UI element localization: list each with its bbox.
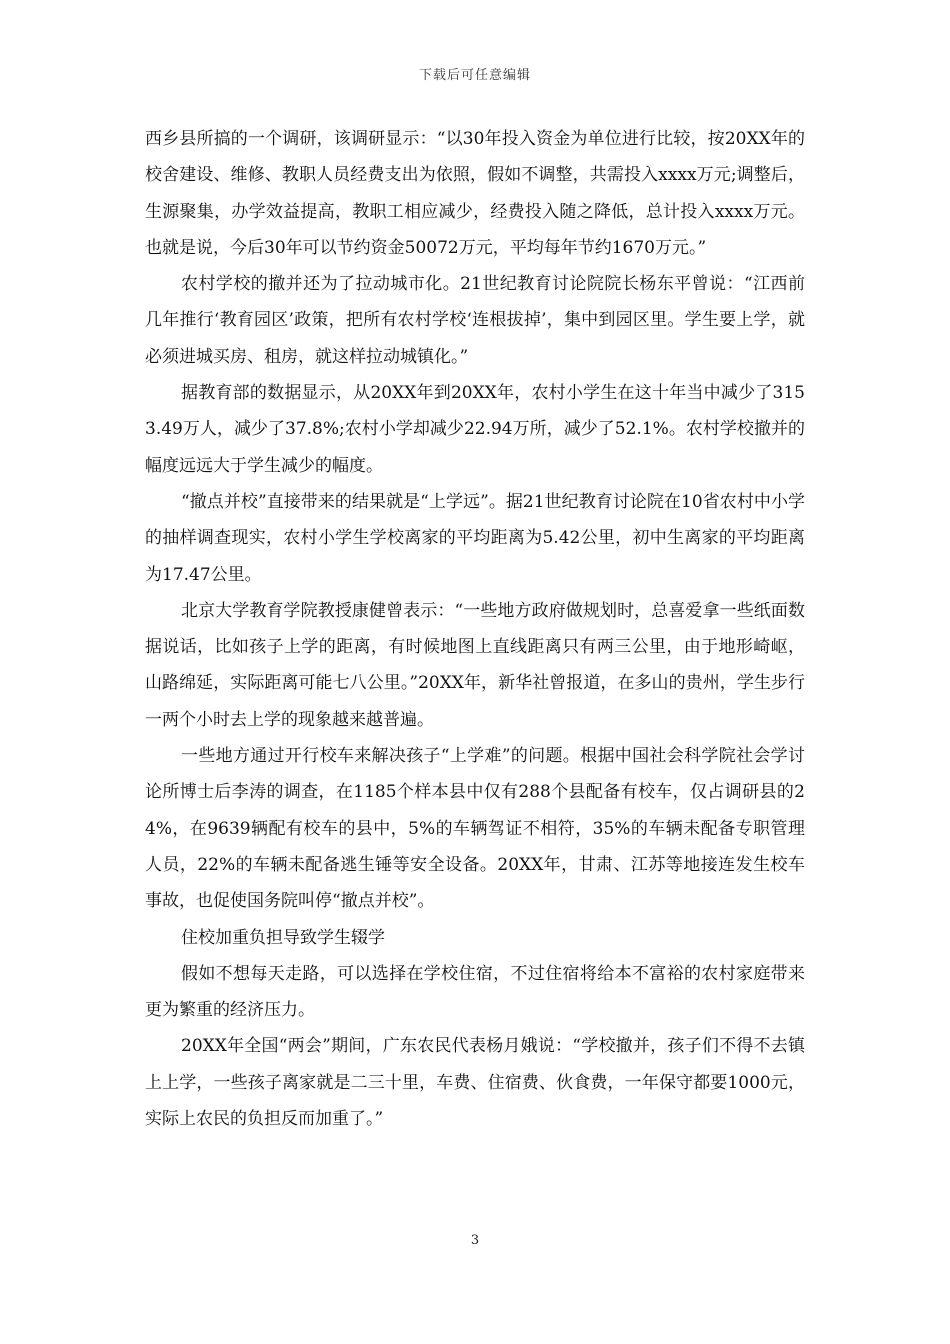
document-body xyxy=(145,121,805,1137)
paragraph: 一些地方通过开行校车来解决孩子“上学难”的问题。根据中国社会科学院社会学讨论所博士后李涛的调查，在1185个样本县中仅有288个县配备有校车，仅占调研县的24%，在9639辆配有校车的县中，5%的车辆驾证不相符，35%的车辆未配备专职管理人员，22%的车辆未配备逃生锤等安全设备。20XX年，甘肃、江苏等地接连发生校车事故，也促使国务院叫停“撤点并校”。 xyxy=(145,746,805,912)
paragraph: 据教育部的数据显示，从20XX年到20XX年，农村小学生在这十年当中减少了3153.49万人，减少了37.8%;农村小学却减少22.94万所，减少了52.1%。农村学校撤并的幅度远远大于学生减少的幅度。 xyxy=(145,383,805,476)
paragraph: “撤点并校”直接带来的结果就是“上学远”。据21世纪教育讨论院在10省农村中小学的抽样调查现实，农村小学生学校离家的平均距离为5.42公里，初中生离家的平均距离为17.47公里。 xyxy=(145,491,805,585)
paragraph: 假如不想每天走路，可以选择在学校住宿，不过住宿将给本不富裕的农村家庭带来更为繁重的经济压力。 xyxy=(145,963,805,1021)
section-heading: 住校加重负担导致学生辍学 xyxy=(181,927,385,948)
paragraph: 西乡县所搞的一个调研，该调研显示：“以30年投入资金为单位进行比较，按20XX年的校舍建设、维修、教职人员经费支出为依照，假如不调整，共需投入xxxx万元;调整后，生源聚集，办学效益提高，教职工相应减少，经费投入随之降低，总计投入xxxx万元。也就是说，今后30年可以节约资金50072万元，平均每年节约1670万元。” xyxy=(145,129,805,258)
paragraph: 20XX年全国“两会”期间，广东农民代表杨月娥说：“学校撤并，孩子们不得不去镇上上学，一些孩子离家就是二三十里，车费、住宿费、伙食费，一年保守都要1000元，实际上农民的负担反而加重了。” xyxy=(145,1036,805,1130)
paragraph: 农村学校的撤并还为了拉动城市化。21世纪教育讨论院院长杨东平曾说：“江西前几年推行‘教育园区’政策，把所有农村学校‘连根拔掉’，集中到园区里。学生要上学，就必须进城买房、租房，就这样拉动城镇化。” xyxy=(145,274,805,367)
page-number: 3 xyxy=(470,1233,480,1248)
paragraph: 北京大学教育学院教授康健曾表示：“一些地方政府做规划时，总喜爱拿一些纸面数据说话，比如孩子上学的距离，有时候地图上直线距离只有两三公里，由于地形崎岖，山路绵延，实际距离可能七八公里。”20XX年，新华社曾报道，在多山的贵州，学生步行一两个小时去上学的现象越来越普遍。 xyxy=(145,600,805,730)
page-header: 下载后可任意编辑 xyxy=(418,68,531,83)
